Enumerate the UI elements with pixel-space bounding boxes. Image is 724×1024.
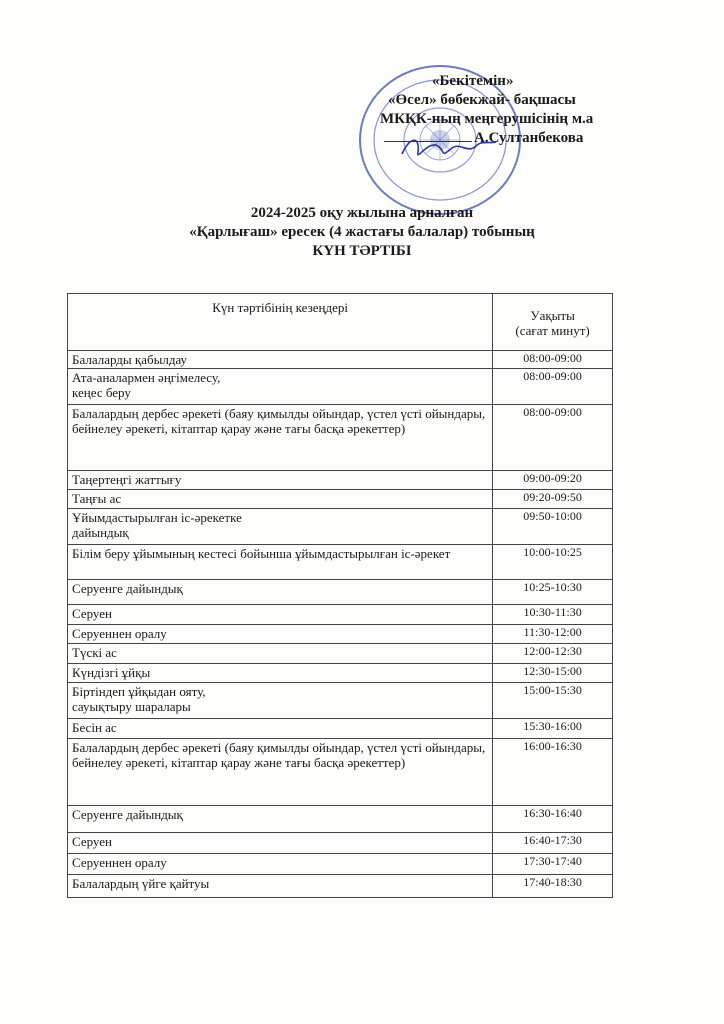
time-cell: 16:00-16:30 [493,739,613,806]
stage-cell: Бесін ас [68,719,493,739]
table-row [68,351,613,369]
time-cell: 10:25-10:30 [493,580,613,605]
approval-organization: «Өсел» бөбекжай- бақшасы [388,92,576,108]
table-row [68,719,613,739]
document-heading [0,204,724,261]
approval-signer: А.Султанбекова [474,130,584,146]
stage-cell: Серуеннен оралу [68,625,493,644]
time-cell: 17:30-17:40 [493,854,613,875]
time-cell: 08:00-09:00 [493,369,613,405]
table-row [68,644,613,664]
heading-line-1: 2024-2025 оқу жылына арналған [250,205,474,221]
stage-cell: Күндізгі ұйқы [68,664,493,683]
table-row [68,545,613,580]
time-cell: 08:00-09:00 [493,405,613,471]
approval-block [380,72,640,148]
stage-cell: Серуенге дайындық [68,580,493,605]
table-row [68,580,613,605]
stage-cell: Біртіндеп ұйқыдан ояту, сауықтыру шаралары [68,683,493,719]
approval-title: «Бекітемін» [432,73,514,89]
table-row [68,509,613,545]
stage-cell: Серуен [68,833,493,854]
stage-cell: Ата-аналармен әңгімелесу, кеңес беру [68,369,493,405]
stage-cell: Таңғы ас [68,490,493,509]
time-cell: 10:00-10:25 [493,545,613,580]
time-cell: 09:00-09:20 [493,471,613,490]
time-cell: 16:30-16:40 [493,806,613,833]
stage-cell: Балалардың дербес әрекеті (баяу қимылды ойындар, үстел үсті ойындары, бейнелеу әрекеті, кітаптар қарау және тағы басқа әрекеттер) [68,405,493,471]
stage-cell: Балаларды қабылдау [68,351,493,369]
table-row [68,405,613,471]
signature-line [384,141,472,142]
stage-cell: Серуенге дайындық [68,806,493,833]
table-row [68,490,613,509]
time-cell: 16:40-17:30 [493,833,613,854]
heading-line-2: «Қарлығаш» ересек (4 жастағы балалар) тобының [189,224,535,240]
time-cell: 12:30-15:00 [493,664,613,683]
header-time: Уақыты (сағат минут) [493,294,613,351]
approval-signer-line [380,129,640,148]
daily-schedule-table [67,293,613,898]
table-row [68,854,613,875]
table-header-row [68,294,613,351]
stage-cell: Білім беру ұйымының кестесі бойынша ұйымдастырылған іс-әрекет [68,545,493,580]
stage-cell: Ұйымдастырылған іс-әрекетке дайындық [68,509,493,545]
time-cell: 12:00-12:30 [493,644,613,664]
time-cell: 09:50-10:00 [493,509,613,545]
time-cell: 11:30-12:00 [493,625,613,644]
table-row [68,625,613,644]
table-row [68,875,613,898]
time-cell: 08:00-09:00 [493,351,613,369]
header-stage: Күн тәртібінің кезеңдері [68,294,493,351]
table-row [68,806,613,833]
table-row [68,471,613,490]
stage-cell: Балалардың дербес әрекеті (баяу қимылды ойындар, үстел үсті ойындары, бейнелеу әрекеті, кітаптар қарау және тағы басқа әрекеттер) [68,739,493,806]
time-cell: 15:30-16:00 [493,719,613,739]
stage-cell: Серуен [68,605,493,625]
time-cell: 17:40-18:30 [493,875,613,898]
table-row [68,683,613,719]
time-cell: 10:30-11:30 [493,605,613,625]
stage-cell: Таңертеңгі жаттығу [68,471,493,490]
table-row [68,369,613,405]
heading-line-3: КҮН ТӘРТІБІ [312,243,412,259]
time-cell: 09:20-09:50 [493,490,613,509]
table-row [68,833,613,854]
time-cell: 15:00-15:30 [493,683,613,719]
table-row [68,739,613,806]
stage-cell: Түскі ас [68,644,493,664]
stage-cell: Балалардың үйге қайтуы [68,875,493,898]
table-row [68,664,613,683]
stage-cell: Серуеннен оралу [68,854,493,875]
approval-position: МКҚК-ның меңгерушісінің м.а [380,111,594,127]
table-row [68,605,613,625]
